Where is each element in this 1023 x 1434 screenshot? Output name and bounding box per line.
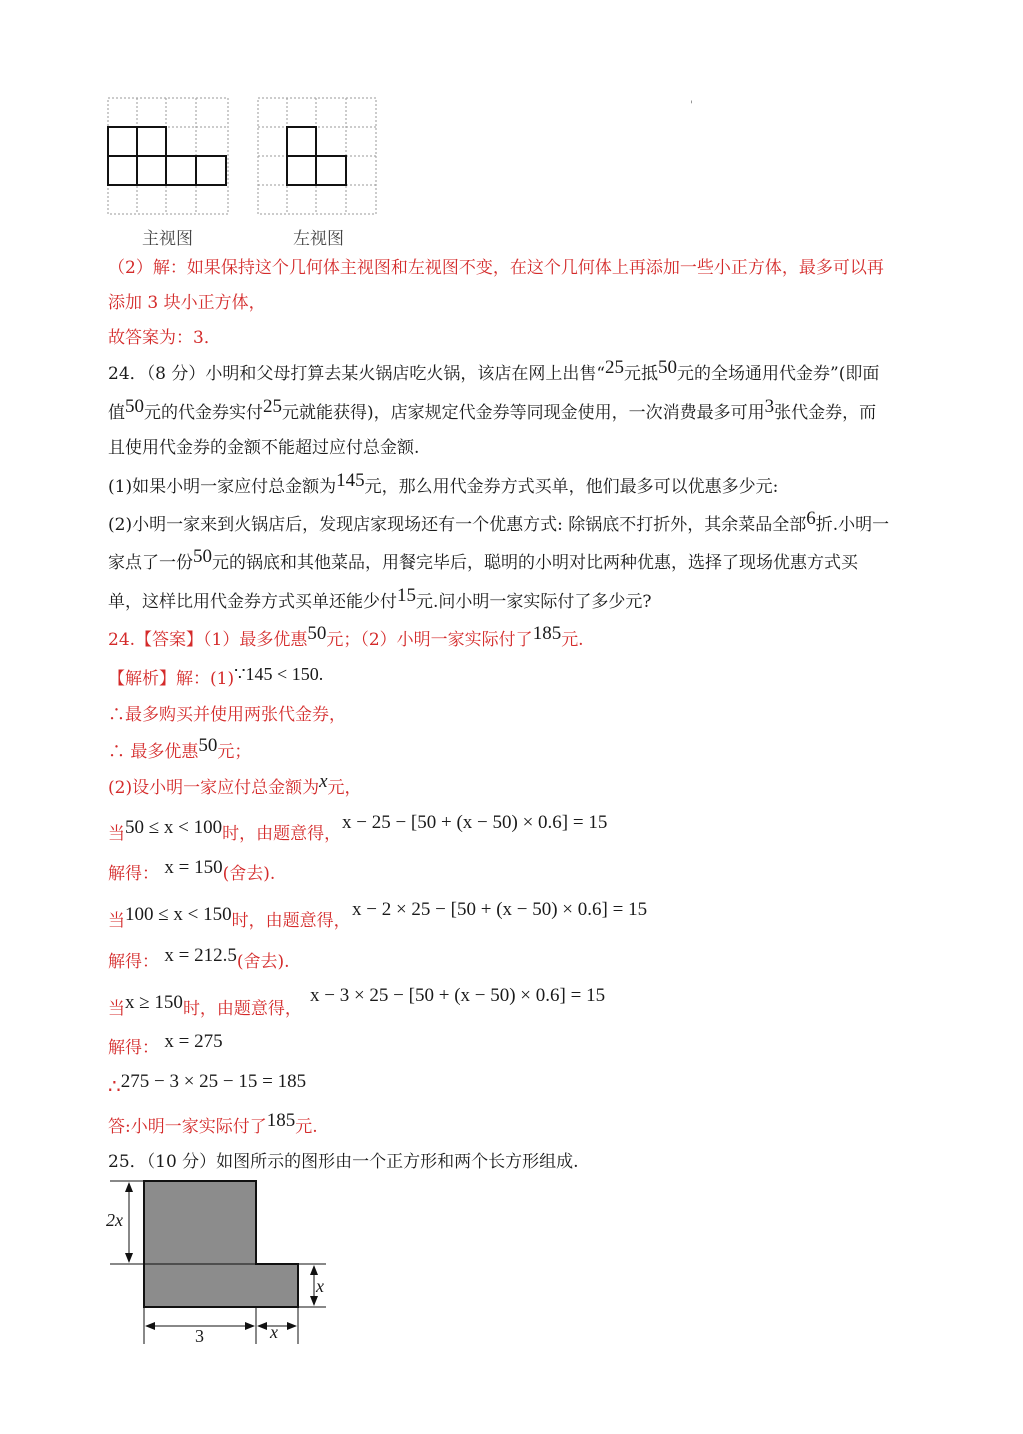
step-max-discount: ∴ 最多优惠50元； bbox=[108, 735, 252, 762]
label-3: 3 bbox=[195, 1326, 204, 1346]
final-answer: 答:小明一家实际付了185元. bbox=[108, 1110, 318, 1137]
case3-condition: 当x ≥ 150时，由题意得， bbox=[108, 992, 302, 1019]
label-x-bottom: x bbox=[270, 1322, 278, 1342]
case2-solution: 解得： x = 212.5(舍去). bbox=[108, 945, 290, 972]
q24-line3: 且使用代金券的金额不能超过应付总金额. bbox=[108, 438, 420, 458]
case3-solution: 解得： x = 275 bbox=[108, 1031, 223, 1058]
front-view-caption: 主视图 bbox=[142, 229, 193, 249]
step-two-coupons: ∴最多购买并使用两张代金券， bbox=[108, 705, 346, 725]
q24-answer: 24.【答案】（1）最多优惠50元；（2）小明一家实际付了185元. bbox=[108, 623, 584, 650]
q24-sub2-line1: (2)小明一家来到火锅店后，发现店家现场还有一个优惠方式: 除锅底不打折外，其余菜品全部6折.小明一 bbox=[108, 508, 890, 535]
q24-analysis: 【解析】解：(1)∵145 < 150. bbox=[108, 664, 324, 689]
case2-equation: x − 2 × 25 − [50 + (x − 50) × 0.6] = 15 bbox=[352, 899, 648, 920]
stray-mark: ' bbox=[690, 100, 693, 111]
front-view-drawing bbox=[106, 96, 230, 218]
q23-part2-line2: 添加 3 块小正方体， bbox=[108, 293, 266, 313]
q24-line2: 值50元的代金券实付25元就能获得)，店家规定代金券等同现金使用，一次消费最多可用3张代金券，而 bbox=[108, 396, 877, 423]
q25-figure bbox=[104, 1176, 344, 1348]
q25-question: 25．（10 分）如图所示的图形由一个正方形和两个长方形组成. bbox=[108, 1152, 579, 1172]
case1-equation: x − 25 − [50 + (x − 50) × 0.6] = 15 bbox=[342, 812, 608, 833]
left-view-drawing bbox=[256, 96, 380, 218]
step-let-x: (2)设小明一家应付总金额为x元， bbox=[108, 771, 362, 798]
q23-part2-line1: （2）解：如果保持这个几何体主视图和左视图不变，在这个几何体上再添加一些小正方体，最多可以再 bbox=[108, 258, 884, 278]
label-x-right: x bbox=[316, 1276, 324, 1296]
case1-solution: 解得： x = 150(舍去). bbox=[108, 857, 276, 884]
q24-sub2-line3: 单，这样比用代金券方式买单还能少付15元.问小明一家实际付了多少元? bbox=[108, 585, 652, 612]
case2-condition: 当100 ≤ x < 150时，由题意得， bbox=[108, 904, 351, 931]
case1-condition: 当50 ≤ x < 100时，由题意得， bbox=[108, 817, 342, 844]
q23-answer: 故答案为：3． bbox=[108, 328, 221, 348]
q24-sub2-line2: 家点了一份50元的锅底和其他菜品，用餐完毕后，聪明的小明对比两种优惠，选择了现场优惠方式买 bbox=[108, 546, 858, 573]
l-shape bbox=[144, 1181, 298, 1307]
left-view-caption: 左视图 bbox=[293, 229, 344, 249]
q24-line1: 24．（8 分）小明和父母打算去某火锅店吃火锅，该店在网上出售“25元抵50元的全场通用代金券”(即面 bbox=[108, 357, 880, 384]
label-2x: 2x bbox=[106, 1210, 123, 1230]
final-calculation: ∴275 − 3 × 25 − 15 = 185 bbox=[108, 1071, 307, 1098]
case3-equation: x − 3 × 25 − [50 + (x − 50) × 0.6] = 15 bbox=[310, 985, 606, 1006]
q24-sub1: (1)如果小明一家应付总金额为145元，那么用代金券方式买单，他们最多可以优惠多少元: bbox=[108, 470, 779, 497]
